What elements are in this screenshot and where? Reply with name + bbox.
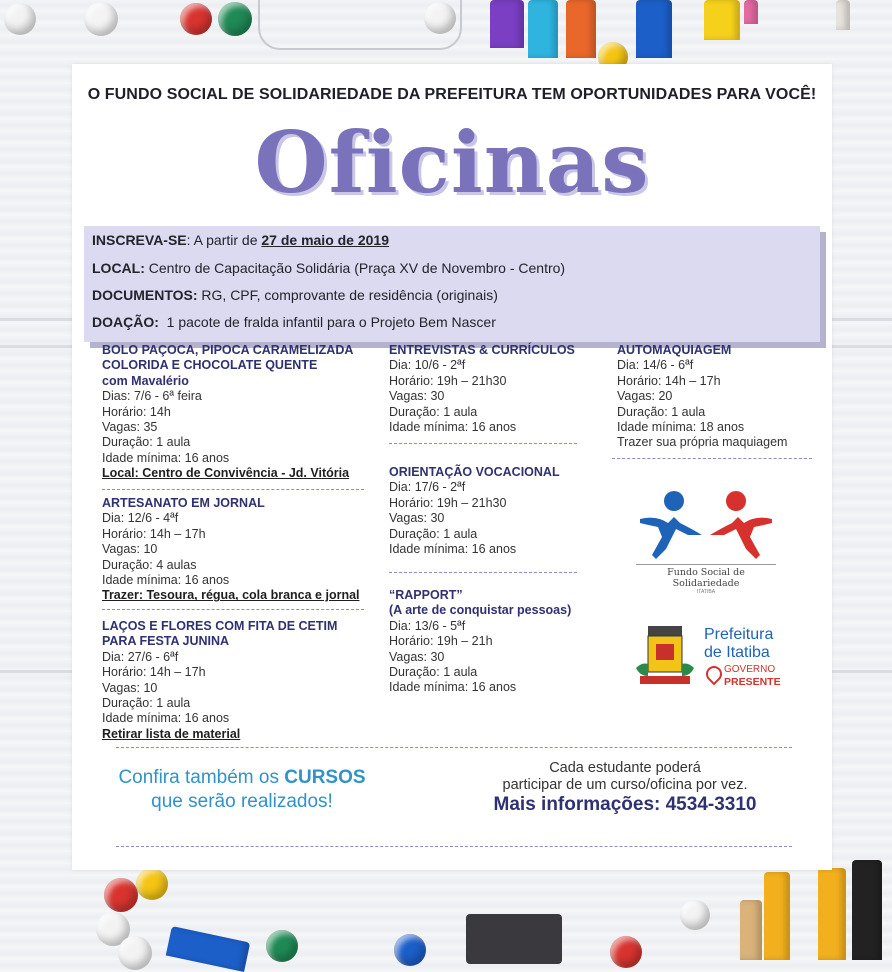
workshop-title: LAÇOS E FLORES COM FITA DE CETIM (102, 619, 338, 633)
docs-label: DOCUMENTOS: (92, 287, 198, 303)
workshop-duracao: Duração: 1 aula (389, 404, 478, 419)
workshop-idade: Idade mínima: 16 anos (102, 711, 230, 726)
inscreva-date: 27 de maio de 2019 (261, 232, 390, 248)
workshop-idade: Idade mínima: 16 anos (102, 573, 230, 588)
workshop-title: ENTREVISTAS & CURRÍCULOS (389, 343, 575, 357)
divider (389, 443, 577, 444)
workshop-title: ARTESANATO EM JORNAL (102, 496, 265, 510)
workshop-orientacao (389, 465, 589, 557)
marker-cyan-decoration (528, 0, 558, 58)
marker-yellow-decoration (704, 0, 740, 40)
workshop-local: Local: Centro de Convivência - Jd. Vitória (102, 466, 350, 481)
fundo-social-logo (636, 489, 776, 595)
confira-cursos (92, 766, 392, 814)
pushpin-red-decoration (104, 878, 138, 912)
info-box (84, 226, 820, 342)
pushpin-white-decoration (424, 2, 456, 34)
pencil-yellow-decoration (764, 872, 790, 960)
pencil-yellow-decoration (818, 868, 846, 960)
pushpin-white-decoration (4, 3, 36, 35)
workshop-idade: Idade mínima: 16 anos (389, 542, 517, 557)
workshop-horario: Horário: 14h – 17h (617, 373, 721, 388)
confira-text-2: que serão realizados! (151, 791, 333, 812)
workshop-horario: Horário: 19h – 21h30 (389, 495, 507, 510)
marker-blue-decoration (166, 926, 250, 972)
divider (102, 609, 364, 610)
cada-estudante (470, 760, 780, 794)
marker-blue-decoration (636, 0, 672, 58)
pushpin-white-decoration (84, 2, 118, 36)
workshop-duracao: Duração: 1 aula (389, 665, 478, 680)
pushpin-red-decoration (610, 936, 642, 968)
divider (612, 458, 812, 459)
marker-purple-decoration (490, 0, 524, 48)
prefeitura-text-2: de Itatiba (704, 644, 770, 661)
workshop-lacos (102, 619, 372, 742)
workshop-dias: Dia: 10/6 - 2ªf (389, 358, 466, 373)
presente-text: PRESENTE (724, 676, 781, 688)
pencil-decoration (740, 900, 762, 960)
divider (116, 846, 792, 847)
workshop-dias: Dia: 27/6 - 6ªf (102, 649, 179, 664)
workshop-material: Retirar lista de material (102, 726, 241, 741)
doacao-text: 1 pacote de fralda infantil para o Projeto Bem Nascer (158, 314, 496, 330)
confira-text: Confira também os (118, 767, 285, 788)
workshop-dias: Dias: 7/6 - 6ª feira (102, 389, 202, 404)
workshop-trazer: Trazer: Tesoura, régua, cola branca e jornal (102, 588, 360, 603)
workshop-rapport (389, 588, 589, 696)
workshop-duracao: Duração: 4 aulas (102, 557, 197, 572)
pencil-decoration (836, 0, 850, 30)
workshop-title: ORIENTAÇÃO VOCACIONAL (389, 465, 560, 479)
workshop-title: BOLO PAÇOCA, PIPOCA CARAMELIZADA (102, 343, 354, 357)
inscreva-text: : A partir de (186, 232, 262, 248)
workshop-entrevistas (389, 343, 589, 435)
workshop-idade: Idade mínima: 16 anos (389, 420, 517, 435)
workshop-idade: Idade mínima: 16 anos (102, 450, 230, 465)
city-coat-of-arms-icon (632, 624, 698, 690)
workshop-vagas: Vagas: 35 (102, 420, 158, 435)
pushpin-green-decoration (266, 930, 298, 962)
workshop-vagas: Vagas: 20 (617, 389, 673, 404)
workshop-dias: Dia: 17/6 - 2ªf (389, 480, 466, 495)
workshop-dias: Dia: 14/6 - 6ªf (617, 358, 694, 373)
workshop-vagas: Vagas: 30 (389, 511, 445, 526)
workshop-horario: Horário: 14h – 17h (102, 526, 206, 541)
headline: O FUNDO SOCIAL DE SOLIDARIEDADE DA PREFEITURA TEM OPORTUNIDADES PARA VOCÊ! (87, 86, 817, 103)
workshop-horario: Horário: 14h – 17h (102, 665, 206, 680)
workshop-subtitle: (A arte de conquistar pessoas) (389, 603, 572, 618)
workshop-duracao: Duração: 1 aula (617, 404, 706, 419)
workshop-vagas: Vagas: 30 (389, 649, 445, 664)
sharpener-decoration (466, 914, 562, 964)
inscreva-label: INSCREVA-SE (92, 232, 187, 248)
workshop-bolo (102, 343, 372, 482)
workshop-idade: Idade mínima: 18 anos (617, 420, 745, 435)
workshop-horario: Horário: 19h – 21h (389, 634, 493, 649)
workshop-duracao: Duração: 1 aula (102, 435, 191, 450)
mais-informacoes: Mais informações: 4534-3310 (493, 794, 757, 815)
workshop-title: AUTOMAQUIAGEM (617, 343, 732, 357)
divider (389, 572, 577, 573)
info-doacao (92, 314, 496, 330)
pushpin-red-decoration (180, 3, 212, 35)
workshop-subtitle: com Mavalério (102, 373, 189, 388)
pencil-black-decoration (852, 860, 882, 960)
info-local (92, 260, 565, 276)
workshop-title: PARA FESTA JUNINA (102, 634, 230, 649)
workshop-horario: Horário: 14h (102, 404, 171, 419)
workshop-automaquiagem (617, 343, 817, 451)
workshop-dias: Dia: 13/6 - 5ªf (389, 618, 466, 633)
location-pin-icon (703, 663, 726, 686)
local-label: LOCAL: (92, 260, 145, 276)
governo-text: GOVERNO (724, 664, 776, 675)
workshop-title: “RAPPORT” (389, 588, 463, 602)
info-inscreva (92, 232, 389, 248)
marker-orange-decoration (566, 0, 596, 58)
workshop-idade: Idade mínima: 16 anos (389, 680, 517, 695)
fundo-social-sub: ITATIBA (696, 589, 716, 595)
divider (102, 489, 364, 490)
page-title: Oficinas (254, 113, 650, 212)
cursos-text: CURSOS (284, 767, 366, 788)
local-text: Centro de Capacitação Solidária (Praça XV de Novembro - Centro) (144, 260, 566, 276)
people-heart-icon (636, 489, 776, 561)
workshop-dias: Dia: 12/6 - 4ªf (102, 511, 179, 526)
workshop-vagas: Vagas: 10 (102, 680, 158, 695)
flyer-card (72, 64, 832, 870)
pushpin-yellow-decoration (136, 868, 168, 900)
workshop-title: COLORIDA E CHOCOLATE QUENTE (102, 358, 318, 373)
info-documentos (92, 287, 498, 303)
workshop-vagas: Vagas: 10 (102, 542, 158, 557)
pushpin-blue-decoration (394, 934, 426, 966)
doacao-label: DOAÇÃO: (92, 314, 159, 330)
prefeitura-logo (632, 624, 782, 694)
workshop-artesanato (102, 496, 377, 604)
workshop-duracao: Duração: 1 aula (102, 696, 191, 711)
pushpin-white-decoration (680, 900, 710, 930)
divider (116, 747, 792, 748)
cada-text-2: participar de um curso/oficina por vez. (502, 777, 748, 793)
pushpin-white-decoration (118, 936, 152, 970)
workshop-vagas: Vagas: 30 (389, 389, 445, 404)
cada-text-1: Cada estudante poderá (549, 760, 701, 776)
workshop-trazer: Trazer sua própria maquiagem (617, 435, 788, 450)
workshop-duracao: Duração: 1 aula (389, 526, 478, 541)
prefeitura-text-1: Prefeitura (704, 626, 774, 643)
docs-text: RG, CPF, comprovante de residência (originais) (197, 287, 498, 303)
pencil-pink-decoration (744, 0, 758, 24)
fundo-social-text: Fundo Social de Solidariedade (636, 564, 776, 589)
workshop-horario: Horário: 19h – 21h30 (389, 373, 507, 388)
pushpin-green-decoration (218, 2, 252, 36)
